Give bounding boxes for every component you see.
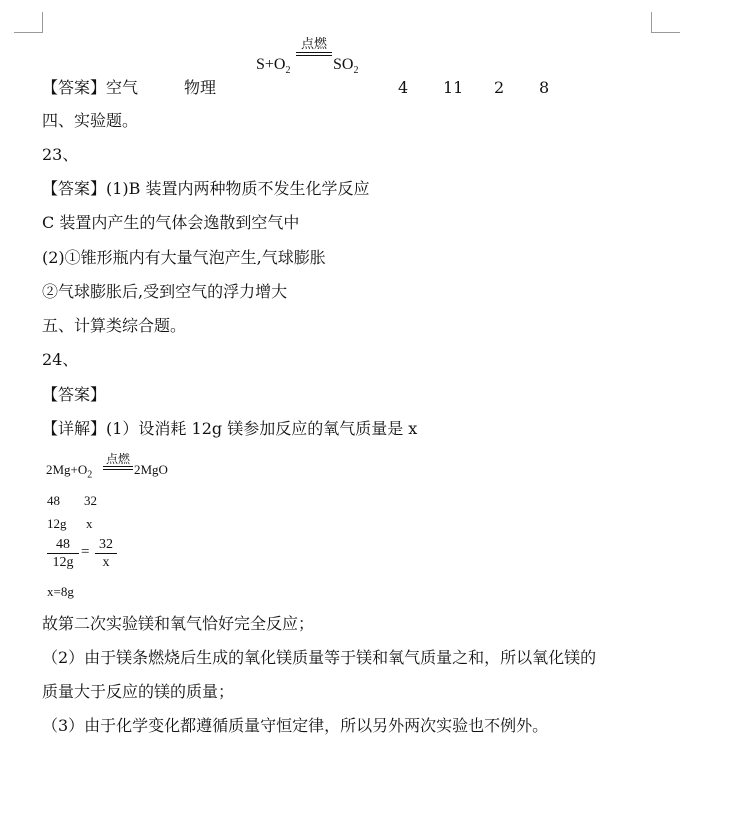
answer-23-line3: (2)①锥形瓶内有大量气泡产生,气球膨胀 — [42, 248, 326, 267]
answer-24-line-c: 质量大于反应的镁的质量； — [42, 682, 235, 701]
answer-1-blank2: 物理 — [184, 78, 217, 97]
eq2-left-sub: 2 — [87, 469, 93, 481]
corner-mark-right — [651, 12, 680, 33]
ratio-row1-a: 48 — [47, 493, 60, 508]
question-24-number: 24、 — [42, 350, 79, 369]
fraction-equals: = — [81, 544, 90, 560]
eq2-arrow — [103, 452, 133, 470]
answer-24-detail: 【详解】(1）设消耗 12g 镁参加反应的氧气质量是 x — [42, 419, 418, 438]
eq1-right: SO — [333, 56, 354, 73]
eq1-left: S+O — [256, 56, 286, 73]
eq1-condition: 点燃 — [300, 37, 327, 52]
answer-1-num1: 4 — [398, 78, 409, 97]
eq1-arrow — [296, 38, 332, 56]
answer-24-line-d: （3）由于化学变化都遵循质量守恒定律，所以另外两次实验也不例外。 — [42, 716, 549, 735]
answer-1-num2: 11 — [443, 78, 464, 97]
eq2-left: 2Mg+O — [46, 462, 88, 477]
corner-mark-left — [14, 12, 43, 33]
fraction-left-numerator: 48 — [47, 537, 79, 554]
ratio-row1-b: 32 — [84, 493, 97, 508]
fraction-right — [95, 537, 117, 572]
answer-1-num4: 8 — [539, 78, 550, 97]
answer-24-label: 【答案】 — [42, 385, 107, 404]
ratio-row2-b: x — [86, 516, 93, 531]
eq2-right: 2MgO — [134, 462, 168, 477]
fraction-left — [47, 537, 79, 572]
fraction-left-denominator: 12g — [52, 555, 74, 570]
answer-1-num3: 2 — [494, 78, 505, 97]
answer-24-line-a: 故第二次实验镁和氧气恰好完全反应； — [42, 614, 315, 633]
answer-1-label: 【答案】空气 — [42, 78, 139, 97]
section-5-heading: 五、计算类综合题。 — [42, 316, 187, 335]
section-4-heading: 四、实验题。 — [42, 111, 139, 130]
eq1-right-sub: 2 — [353, 65, 359, 77]
result-value: x=8g — [47, 584, 74, 599]
answer-23-line1: 【答案】(1)B 装置内两种物质不发生化学反应 — [42, 179, 370, 198]
answer-24-line-b: （2）由于镁条燃烧后生成的氧化镁质量等于镁和氧气质量之和，所以氧化镁的 — [42, 648, 597, 667]
answer-23-line4: ②气球膨胀后,受到空气的浮力增大 — [42, 282, 288, 301]
question-23-number: 23、 — [42, 145, 79, 164]
eq2-condition: 点燃 — [105, 452, 130, 466]
answer-23-line2: C 装置内产生的气体会逸散到空气中 — [42, 213, 300, 232]
eq1-left-sub: 2 — [285, 65, 291, 77]
fraction-right-denominator: x — [102, 555, 110, 570]
fraction-right-numerator: 32 — [95, 537, 117, 554]
ratio-row2-a: 12g — [47, 516, 67, 531]
